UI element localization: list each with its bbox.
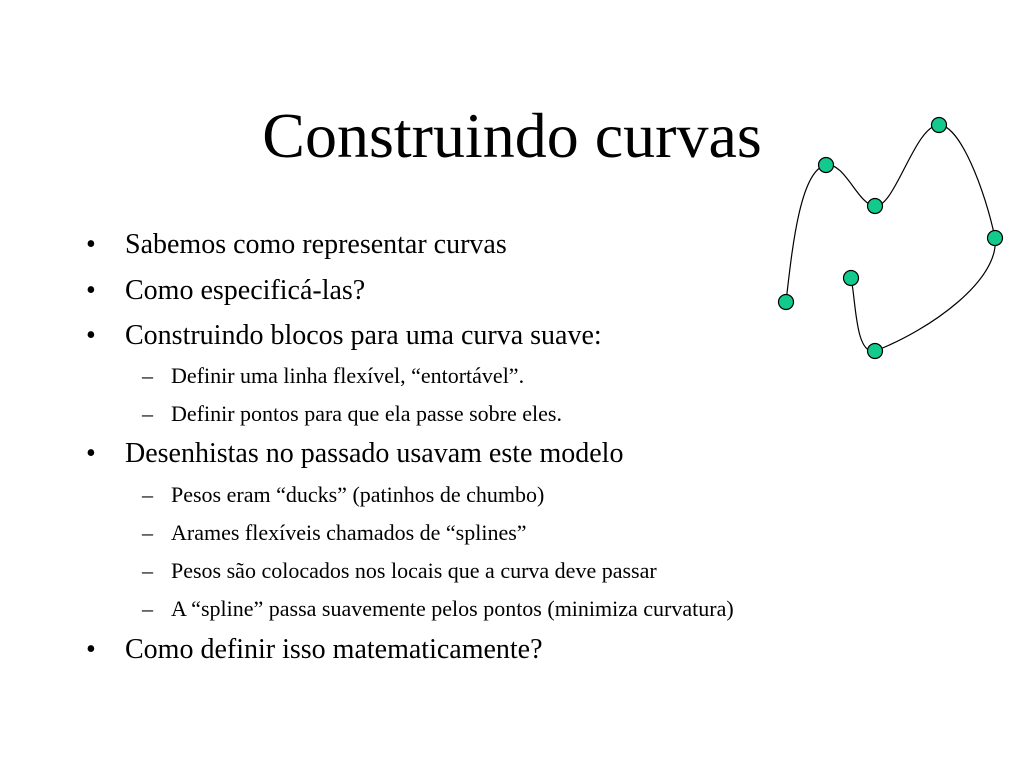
control-point bbox=[844, 271, 859, 286]
bullet-text: Como definir isso matematicamente? bbox=[125, 634, 543, 665]
bullet-marker: • bbox=[86, 438, 96, 469]
bullet-text: Construindo blocos para uma curva suave: bbox=[125, 320, 602, 351]
dash-marker: – bbox=[142, 482, 153, 507]
sub-bullet-text: A “spline” passa suavemente pelos pontos (minimiza curvatura) bbox=[171, 596, 734, 621]
bullet-text: Sabemos como representar curvas bbox=[125, 229, 507, 260]
dash-marker: – bbox=[142, 401, 153, 426]
dash-marker: – bbox=[142, 558, 153, 583]
spline-curve bbox=[786, 125, 995, 351]
sub-bullet-text: Arames flexíveis chamados de “splines” bbox=[171, 520, 527, 545]
spline-diagram bbox=[770, 110, 1010, 370]
bullet-marker: • bbox=[86, 275, 96, 306]
dash-marker: – bbox=[142, 596, 153, 621]
control-point bbox=[988, 231, 1003, 246]
bullet-marker: • bbox=[86, 229, 96, 260]
control-point bbox=[932, 118, 947, 133]
sub-bullet-text: Pesos são colocados nos locais que a curva deve passar bbox=[171, 558, 657, 583]
sub-bullet-text: Definir uma linha flexível, “entortável”. bbox=[171, 363, 525, 388]
control-point bbox=[779, 295, 794, 310]
bullet-marker: • bbox=[86, 320, 96, 351]
bullet-text: Desenhistas no passado usavam este modelo bbox=[125, 438, 624, 469]
dash-marker: – bbox=[142, 363, 153, 388]
dash-marker: – bbox=[142, 520, 153, 545]
bullet-marker: • bbox=[86, 634, 96, 665]
control-point bbox=[868, 199, 883, 214]
control-point bbox=[868, 344, 883, 359]
slide-title: Construindo curvas bbox=[262, 100, 762, 171]
sub-bullet-text: Definir pontos para que ela passe sobre eles. bbox=[171, 401, 562, 426]
bullet-text: Como especificá-las? bbox=[125, 275, 366, 306]
control-point bbox=[819, 158, 834, 173]
sub-bullet-text: Pesos eram “ducks” (patinhos de chumbo) bbox=[171, 482, 545, 507]
